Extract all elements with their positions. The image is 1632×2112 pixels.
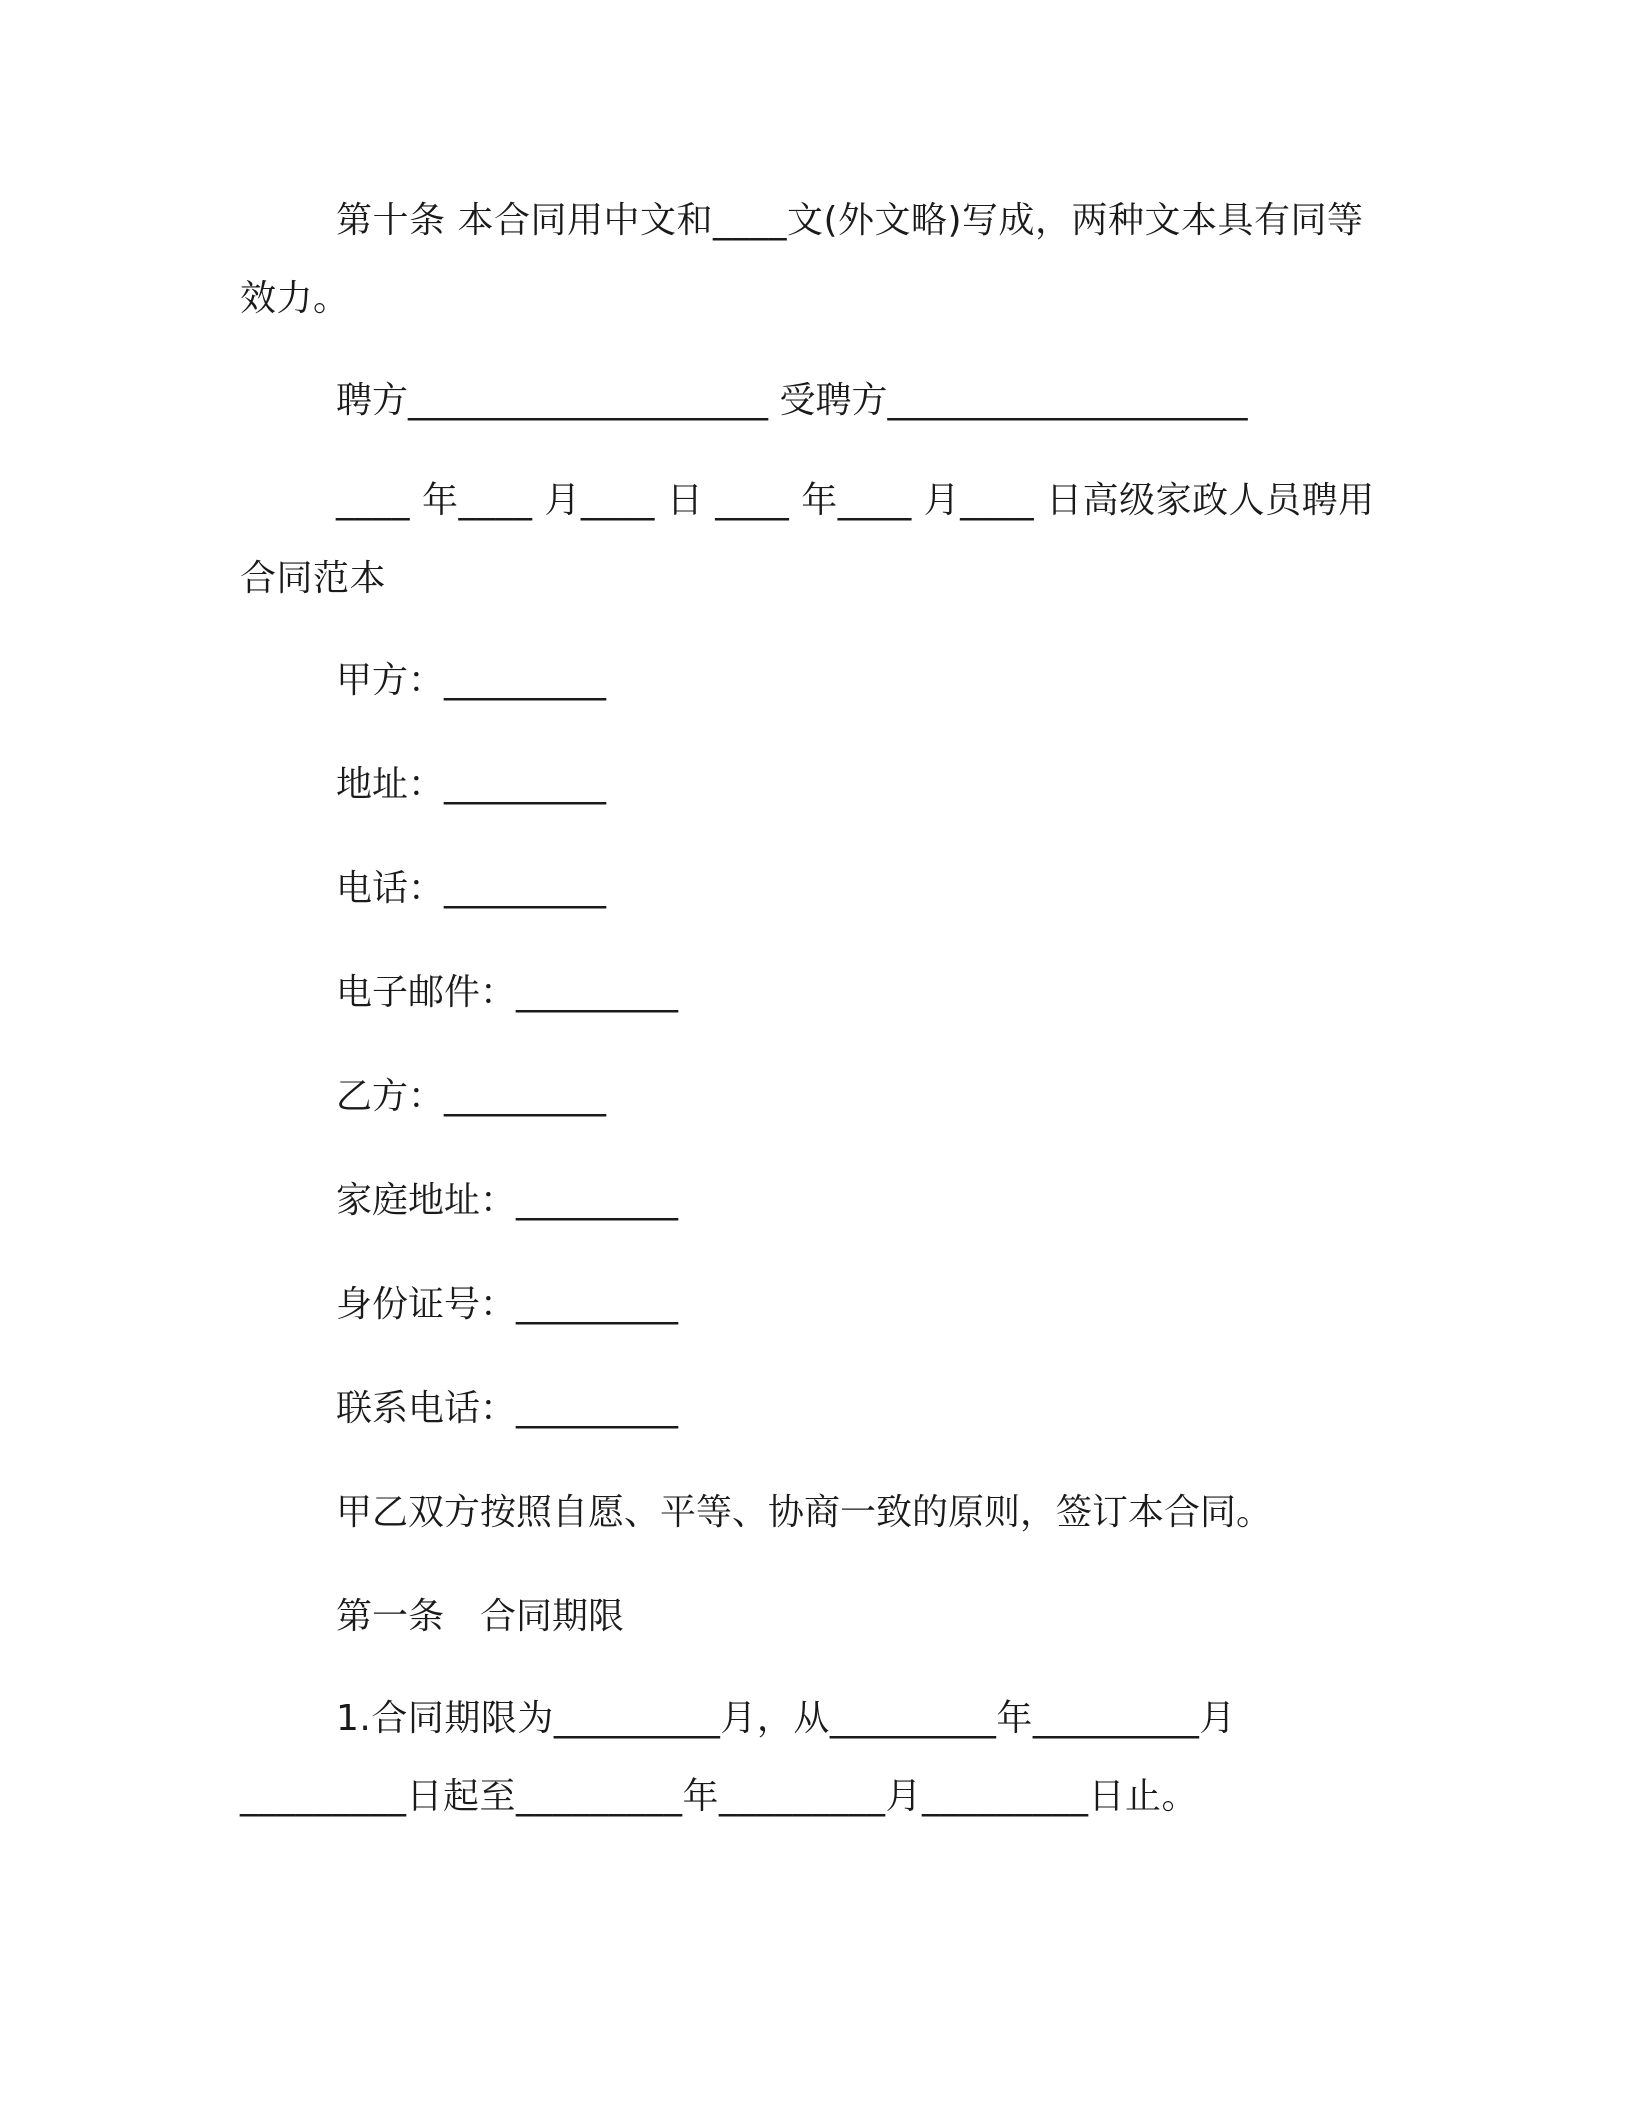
party-a-field: 甲方：_________ [336, 660, 607, 701]
home-address-field: 家庭地址：_________ [336, 1180, 679, 1221]
article-10-paragraph: 第十条 本合同用中文和____文(外文略)写成，两种文本具有同等效力。 [240, 200, 1364, 319]
address-field: 地址：_________ [336, 764, 607, 805]
date-and-title-paragraph: ____ 年____ 月____ 日 ____ 年____ 月____ 日高级家政人员聘用合同范本 [240, 480, 1375, 599]
party-b-field: 乙方：_________ [336, 1076, 607, 1117]
signature-line: 聘方____________________ 受聘方____________________ [336, 380, 1248, 421]
id-number-field: 身份证号：_________ [336, 1284, 679, 1325]
contact-phone-field: 联系电话：_________ [336, 1388, 679, 1429]
article-1-item-1: 1.合同期限为_________月，从_________年_________月_________日起至_________年_________月_________日止。 [240, 1698, 1236, 1817]
phone-field: 电话：_________ [336, 868, 607, 909]
principle-paragraph: 甲乙双方按照自愿、平等、协商一致的原则，签订本合同。 [336, 1492, 1273, 1533]
article-1-heading: 第一条 合同期限 [336, 1596, 625, 1637]
email-field: 电子邮件：_________ [336, 972, 679, 1013]
